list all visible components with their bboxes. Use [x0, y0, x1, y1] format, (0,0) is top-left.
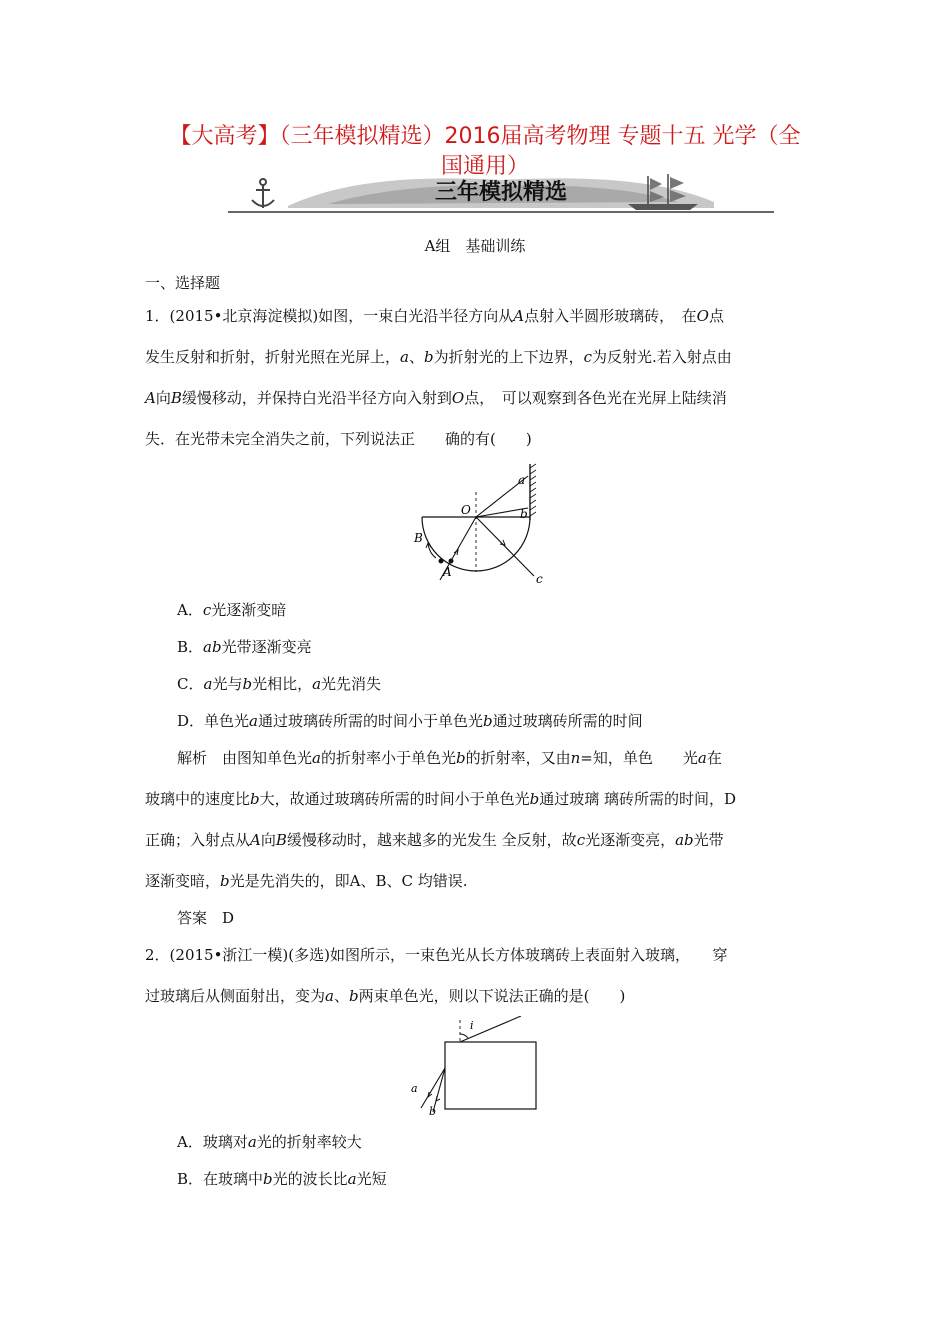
- q1-fig-label-B: B: [414, 531, 423, 545]
- q1-analysis-line-3: 正确；入射点从A向B缓慢移动时，越来越多的光发生 全反射，故c光逐渐变亮，ab光带: [145, 831, 724, 849]
- q1-option-d: D．单色光a通过玻璃砖所需的时间小于单色光b通过玻璃砖所需的时间: [177, 712, 643, 730]
- q2-fig-label-b: b: [429, 1105, 437, 1116]
- banner-text: 三年模拟精选: [434, 180, 568, 205]
- q1-answer: 答案 D: [177, 909, 235, 927]
- section-banner: [228, 172, 774, 216]
- q1-line-2: 发生反射和折射，折射光照在光屏上，a、b为折射光的上下边界，c为反射光.若入射点由: [145, 348, 732, 366]
- q2-fig-label-a: a: [411, 1082, 418, 1095]
- title-line-2: 国通用）: [440, 154, 529, 179]
- q2-line-1: 2．(2015•浙江一模)(多选)如图所示，一束色光从长方体玻璃砖上表面射入玻璃， 穿: [145, 946, 728, 964]
- q1-line-1: 1．(2015•北京海淀模拟)如图，一束白光沿半径方向从A点射入半圆形玻璃砖， 在O点: [145, 307, 724, 325]
- anchor-icon: [252, 179, 274, 208]
- q1-fig-label-O: O: [461, 503, 471, 517]
- q2-option-b: B．在玻璃中b光的波长比a光短: [177, 1170, 387, 1188]
- q1-analysis-line-1: 解析 由图知单色光a的折射率小于单色光b的折射率，又由n=知，单色 光a在: [177, 749, 722, 767]
- q1-line-4: 失．在光带未完全消失之前，下列说法正 确的有( ): [145, 430, 532, 448]
- section-heading: 一、选择题: [145, 274, 221, 292]
- q1-option-b: B．ab光带逐渐变亮: [177, 638, 312, 656]
- q2-figure: [405, 1016, 545, 1116]
- q1-analysis-line-2: 玻璃中的速度比b大，故通过玻璃砖所需的时间小于单色光b通过玻璃 璃砖所需的时间，D: [145, 790, 737, 808]
- q1-option-c: C．a光与b光相比，a光先消失: [177, 675, 382, 693]
- q1-line-3: A向B缓慢移动，并保持白光沿半径方向入射到O点， 可以观察到各色光在光屏上陆续消: [145, 389, 727, 407]
- q1-analysis-line-4: 逐渐变暗，b光是先消失的，即A、B、C 均错误.: [145, 872, 468, 890]
- q2-line-2: 过玻璃后从侧面射出，变为a、b两束单色光，则以下说法正确的是( ): [145, 987, 626, 1005]
- q1-fig-label-c: c: [536, 572, 543, 586]
- title-line-1: 【大高考】（三年模拟精选）2016届高考物理 专题十五 光学（全: [169, 124, 801, 149]
- group-heading: A组 基础训练: [424, 237, 526, 255]
- q1-option-a: A．c光逐渐变暗: [177, 601, 287, 619]
- q1-fig-label-A: A: [443, 565, 452, 579]
- q2-option-a: A．玻璃对a光的折射率较大: [177, 1133, 362, 1151]
- q1-figure: [410, 462, 550, 592]
- q1-fig-label-a: a: [518, 473, 526, 487]
- q2-fig-label-i: i: [470, 1019, 474, 1032]
- q1-fig-label-b: b: [520, 507, 528, 521]
